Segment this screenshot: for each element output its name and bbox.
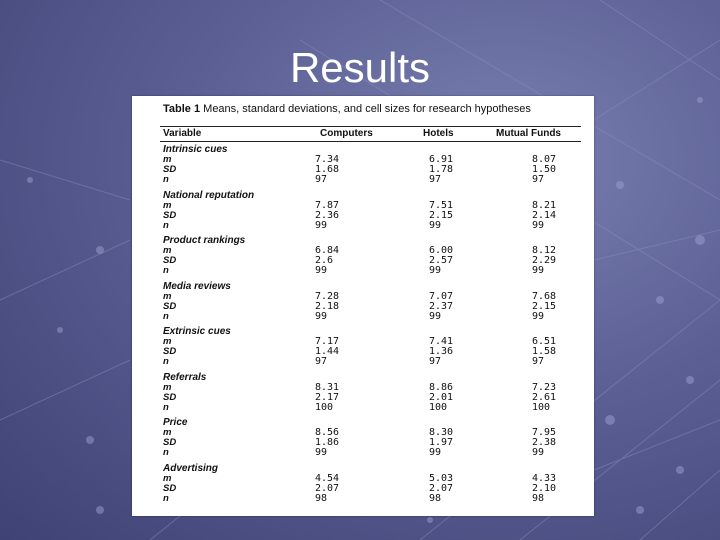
stat-label: m	[163, 199, 172, 211]
header-computers: Computers	[320, 128, 373, 139]
table-cell: 97	[429, 356, 442, 368]
group-label: Intrinsic cues	[163, 144, 228, 155]
stat-label: SD	[163, 300, 177, 312]
stat-label: m	[163, 245, 172, 256]
slide-title: Results	[289, 44, 431, 91]
table-cell: 8.07	[532, 154, 557, 165]
stat-label: m	[163, 472, 172, 484]
table-cell: 99	[315, 265, 328, 277]
table-cell: 2.01	[429, 391, 454, 403]
table-cell: 7.07	[429, 290, 454, 302]
table-cell: 1.36	[429, 346, 454, 358]
table-cell: 99	[532, 310, 545, 322]
table-cell: 2.57	[429, 255, 454, 267]
table-cell: 98	[315, 492, 328, 504]
table-cell: 7.23	[532, 381, 557, 393]
table-cell: 2.10	[532, 482, 557, 494]
table-cell: 99	[429, 310, 442, 322]
group-label: Referrals	[163, 371, 207, 383]
table-cell: 6.00	[429, 245, 454, 256]
table-cell: 99	[532, 219, 545, 231]
table-cell: 2.61	[532, 391, 557, 403]
table-cell: 8.86	[429, 381, 454, 393]
stat-label: SD	[163, 164, 177, 176]
table-cell: 97	[315, 174, 328, 186]
stat-label: m	[163, 427, 172, 438]
stat-label: m	[163, 290, 172, 302]
table-cell: 2.17	[315, 391, 340, 403]
table-cell: 2.07	[315, 482, 340, 494]
table-cell: 8.31	[315, 381, 340, 393]
table-cell: 7.87	[315, 199, 340, 211]
table-cell: 2.38	[532, 437, 557, 449]
table-cell: 99	[315, 310, 328, 322]
table-cell: 2.29	[532, 255, 557, 267]
header-variable: Variable	[163, 128, 202, 139]
table-cell: 97	[315, 356, 328, 368]
table-cell: 2.07	[429, 482, 454, 494]
group-label: Price	[163, 417, 188, 428]
table-cell: 2.6	[315, 255, 334, 267]
table-cell: 99	[429, 265, 442, 277]
table-cell: 7.41	[429, 336, 454, 347]
table-cell: 7.34	[315, 154, 340, 165]
table-cell: 99	[532, 447, 545, 459]
table-cell: 1.58	[532, 346, 557, 358]
header-top-rule	[160, 126, 581, 127]
table-cell: 2.15	[429, 209, 454, 221]
table-cell: 100	[315, 401, 334, 413]
table-cell: 99	[429, 219, 442, 231]
table-cell: 100	[429, 401, 448, 413]
table-cell: 98	[429, 492, 442, 504]
group-label: Media reviews	[163, 280, 231, 292]
table-cell: 7.51	[429, 199, 454, 211]
table-caption-text: Means, standard deviations, and cell sizes for research hypotheses	[203, 103, 531, 115]
table-cell: 7.95	[532, 427, 557, 438]
table-cell: 2.18	[315, 300, 340, 312]
stat-label: n	[163, 265, 169, 277]
table-cell: 97	[532, 356, 545, 368]
table-cell: 2.36	[315, 209, 340, 221]
stat-label: m	[163, 154, 172, 165]
stat-label: n	[163, 219, 169, 231]
table-cell: 99	[429, 447, 442, 459]
table-cell: 4.54	[315, 472, 340, 484]
table-cell: 5.03	[429, 472, 454, 484]
stat-label: SD	[163, 482, 177, 494]
table-cell: 2.37	[429, 300, 454, 312]
table-cell: 99	[315, 447, 328, 459]
table-cell: 98	[532, 492, 545, 504]
table-cell: 7.28	[315, 290, 340, 302]
header-mutual-funds: Mutual Funds	[496, 128, 561, 139]
table-cell: 99	[315, 219, 328, 231]
stat-label: SD	[163, 346, 177, 358]
table-cell: 1.68	[315, 164, 340, 176]
table-cell: 100	[532, 401, 551, 413]
table-cell: 2.14	[532, 209, 557, 221]
table-cell: 7.17	[315, 336, 340, 347]
stat-label: SD	[163, 209, 177, 221]
table-cell: 6.51	[532, 336, 557, 347]
table-cell: 8.56	[315, 427, 340, 438]
table-cell: 99	[532, 265, 545, 277]
table-cell: 8.21	[532, 199, 557, 211]
table-caption	[163, 103, 583, 115]
group-label: Product rankings	[163, 235, 246, 246]
table-cell: 6.84	[315, 245, 340, 256]
table-number: Table 1	[163, 103, 201, 115]
stat-label: m	[163, 381, 172, 393]
table-cell: 2.15	[532, 300, 557, 312]
header-bottom-rule	[160, 141, 581, 142]
stat-label: n	[163, 310, 169, 322]
stat-label: SD	[163, 255, 177, 267]
group-label: Advertising	[163, 462, 219, 474]
stat-label: SD	[163, 437, 177, 449]
group-label: National reputation	[163, 189, 255, 201]
stat-label: n	[163, 492, 169, 504]
stat-label: n	[163, 401, 169, 413]
stat-label: n	[163, 356, 169, 368]
stat-label: n	[163, 447, 169, 459]
table-image	[132, 96, 594, 516]
table-cell: 7.68	[532, 290, 557, 302]
table-cell: 8.30	[429, 427, 454, 438]
group-label: Extrinsic cues	[163, 326, 231, 337]
table-cell: 8.12	[532, 245, 557, 256]
table-cell: 97	[532, 174, 545, 186]
table-cell: 1.50	[532, 164, 557, 176]
header-hotels: Hotels	[423, 128, 454, 139]
table-cell: 1.86	[315, 437, 340, 449]
table-cell: 1.44	[315, 346, 340, 358]
table-cell: 1.78	[429, 164, 454, 176]
stat-label: SD	[163, 391, 177, 403]
stat-label: m	[163, 336, 172, 347]
table-cell: 6.91	[429, 154, 454, 165]
stat-label: n	[163, 174, 169, 186]
table-cell: 1.97	[429, 437, 454, 449]
table-cell: 97	[429, 174, 442, 186]
table-cell: 4.33	[532, 472, 557, 484]
